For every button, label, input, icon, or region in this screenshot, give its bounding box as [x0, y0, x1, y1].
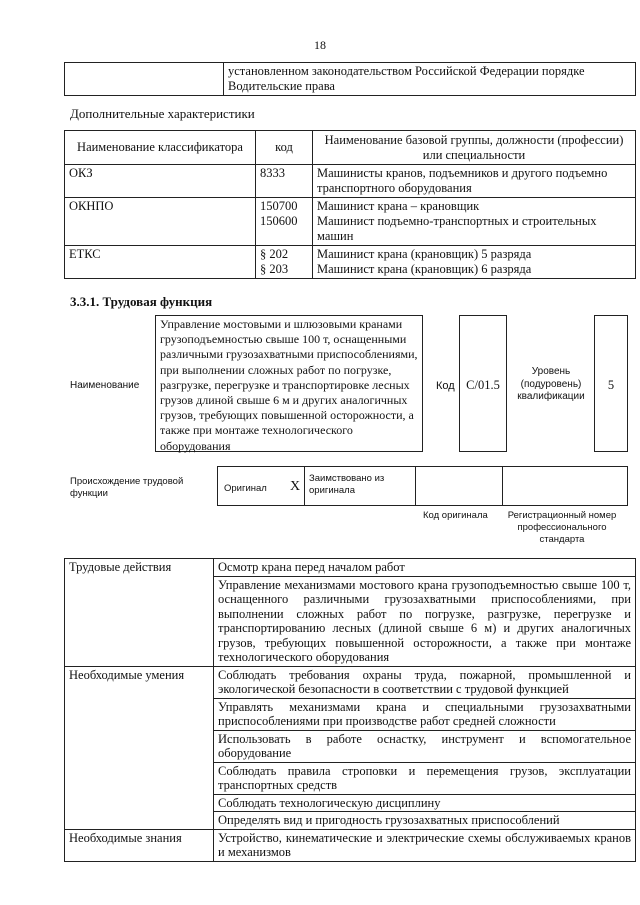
classifier-name: ОКЗ — [65, 165, 256, 198]
section-title: 3.3.1. Трудовая функция — [70, 294, 213, 309]
classifier-title — [313, 198, 636, 246]
continuation-text-cell — [224, 63, 636, 96]
classifier-header-name: Наименование классификатора — [65, 131, 256, 165]
skill-item: Соблюдать требования охраны труда, пожарной, промышленной и экологической безопасности в соответствии с трудовой функцией — [214, 666, 636, 698]
divider — [502, 467, 503, 505]
code-value: § 202 — [260, 247, 289, 261]
code-value: 8333 — [260, 166, 285, 180]
code-value: § 203 — [260, 262, 289, 276]
code-value: 150700 — [260, 199, 298, 213]
level-value-box: 5 — [594, 315, 628, 452]
origin-row — [217, 466, 628, 506]
function-name-box: Управление мостовыми и шлюзовыми кранами грузоподъемностью свыше 100 т, оснащенными различными грузозахватными приспособлениями, при выполнении сложных работ по погрузке, разгрузке, перегрузке и транспортировке лесных грузов длиной свыше 6 м и других аналогичных грузов, требующих повышенной осторожности, а также при монтаже технологического оборудования — [155, 315, 423, 452]
classifier-row — [65, 246, 636, 279]
extra-characteristics-title: Дополнительные характеристики — [70, 106, 255, 121]
classifier-title — [313, 165, 636, 198]
classifier-row — [65, 198, 636, 246]
knowledge-label: Необходимые знания — [65, 829, 214, 861]
code-value: 150600 — [260, 214, 298, 228]
title-value: Машинист крана – крановщик — [317, 199, 480, 213]
skill-item: Соблюдать правила строповки и перемещения грузов, эксплуатации транспортных средств — [214, 762, 636, 794]
borrowed-label: Заимствовано из оригинала — [309, 473, 385, 496]
classifier-code — [256, 198, 313, 246]
skill-item: Определять вид и пригодность грузозахватных приспособлений — [214, 812, 636, 830]
classifier-name: ЕТКС — [65, 246, 256, 279]
name-label: Наименование — [70, 380, 140, 391]
title-value: Машинисты кранов, подъемников и другого подъемно транспортного оборудования — [317, 166, 608, 195]
skill-item: Управлять механизмами крана и специальными грузозахватными приспособлениями при производстве работ средней сложности — [214, 698, 636, 730]
activities-label: Трудовые действия — [65, 559, 214, 667]
classifier-title — [313, 246, 636, 279]
classifier-row — [65, 165, 636, 198]
reg-number-label: Регистрационный номер профессионального стандарта — [507, 510, 617, 545]
original-label: Оригинал — [224, 483, 267, 494]
activity-item: Осмотр крана перед началом работ — [214, 559, 636, 577]
classifier-name: ОКНПО — [65, 198, 256, 246]
classifier-header-code: код — [256, 131, 313, 165]
title-value: Машинист крана (крановщик) 5 разряда — [317, 247, 532, 261]
origin-label: Происхождение трудовой функции — [70, 476, 184, 499]
page-number: 18 — [314, 38, 326, 52]
skills-label: Необходимые умения — [65, 666, 214, 829]
divider — [415, 467, 416, 505]
skill-item: Использовать в работе оснастку, инструмент и вспомогательное оборудование — [214, 730, 636, 762]
knowledge-item: Устройство, кинематические и электрические схемы обслуживаемых кранов и механизмов — [214, 829, 636, 861]
continuation-line-2: Водительские права — [228, 79, 335, 93]
title-value: Машинист крана (крановщик) 6 разряда — [317, 262, 532, 276]
continuation-empty-cell — [65, 63, 224, 96]
activity-item: Управление механизмами мостового крана грузоподъемностью свыше 100 т, оснащенного различными грузозахватными приспособлениями, при выполнении сложных работ по погрузке, разгрузке, перегрузке и транспортированию лесных (длиной свыше 6 м) и других аналогичных грузов, требующих повышенной осторожности, а также при монтаже технологического оборудования — [214, 576, 636, 666]
divider — [304, 467, 305, 505]
continuation-table — [64, 62, 636, 96]
classifier-code — [256, 246, 313, 279]
code-value-box: C/01.5 — [459, 315, 507, 452]
level-label: Уровень (подуровень) квалификации — [517, 366, 585, 402]
original-mark: X — [290, 479, 301, 494]
continuation-line-1: установленном законодательством Российской Федерации порядке — [228, 64, 585, 78]
code-label: Код — [436, 380, 455, 392]
activities-table — [64, 558, 636, 862]
code-original-label: Код оригинала — [423, 510, 488, 521]
classifier-header-title: Наименование базовой группы, должности (профессии) или специальности — [313, 131, 636, 165]
skill-item: Соблюдать технологическую дисциплину — [214, 794, 636, 812]
classifier-table — [64, 130, 636, 279]
classifier-code — [256, 165, 313, 198]
title-value: Машинист подъемно-транспортных и строительных машин — [317, 214, 597, 243]
